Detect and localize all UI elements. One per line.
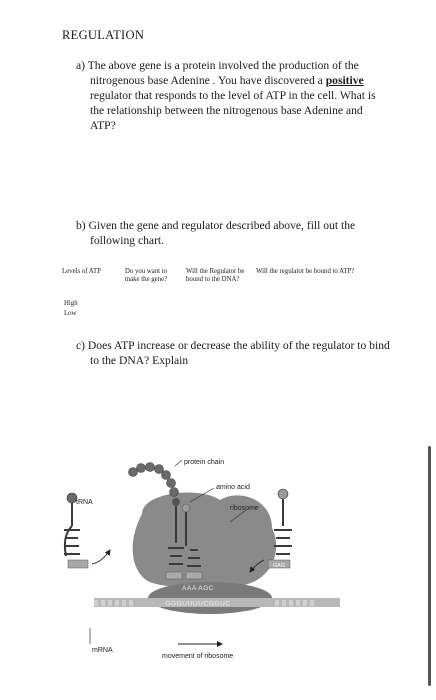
anticodon-p-site [166, 572, 182, 579]
table-header-atp: Levels of ATP [62, 268, 101, 275]
scrollbar[interactable] [428, 446, 431, 686]
amino-acid-incoming [182, 504, 190, 512]
question-c [76, 338, 390, 368]
anticodon-a-site [186, 572, 202, 579]
question-a-text-after: regulator that responds to the level of ATP in the cell. What is the relationship between the nitrogenous base Adenine and ATP? [90, 89, 376, 132]
question-a-label: a) [76, 59, 86, 72]
label-ribosome: ribosome [230, 505, 259, 512]
question-b-text: Given the gene and regulator described above, fill out the following chart. [88, 219, 356, 247]
question-c-text: Does ATP increase or decrease the ability of the regulator to bind to the DNA? Explain [87, 339, 390, 367]
label-trna: tRNA [76, 499, 93, 506]
table-header-make-gene: Do you want to make the gene? [124, 268, 168, 283]
question-a [76, 58, 390, 133]
table-row-low: Low [64, 310, 77, 317]
anticodon-right-text: GAG [272, 563, 286, 569]
protein-chain-leader [175, 460, 182, 466]
table-header-regulator-dna: Will the Regulator be bound to the DNA? [186, 268, 245, 283]
translation-diagram [50, 448, 350, 673]
label-amino-acid: amino acid [216, 484, 250, 491]
amino-acid-bead [172, 498, 180, 506]
table-header-regulator-atp: Will the regulator be bound to ATP? [256, 268, 355, 275]
question-a-emphasis: positive [325, 74, 364, 87]
protein-chain [129, 463, 179, 497]
question-b [76, 218, 390, 248]
trna-exit-arrow [92, 550, 110, 564]
page-title: REGULATION [62, 28, 145, 42]
question-c-label: c) [76, 339, 86, 352]
question-b-label: b) [76, 219, 86, 232]
question-a-text-before: The above gene is a protein involved the production of the nitrogenous base Adenine . You have discovered a [87, 59, 359, 87]
table-row-high: High [64, 300, 78, 307]
label-mrna: mRNA [92, 647, 113, 654]
label-movement: movement of ribosome [162, 653, 234, 660]
codon-text: AAA AGC [182, 585, 214, 592]
mrna-sequence: GGGUUUUCGGUC [165, 600, 231, 608]
label-protein-chain: protein chain [184, 459, 225, 466]
